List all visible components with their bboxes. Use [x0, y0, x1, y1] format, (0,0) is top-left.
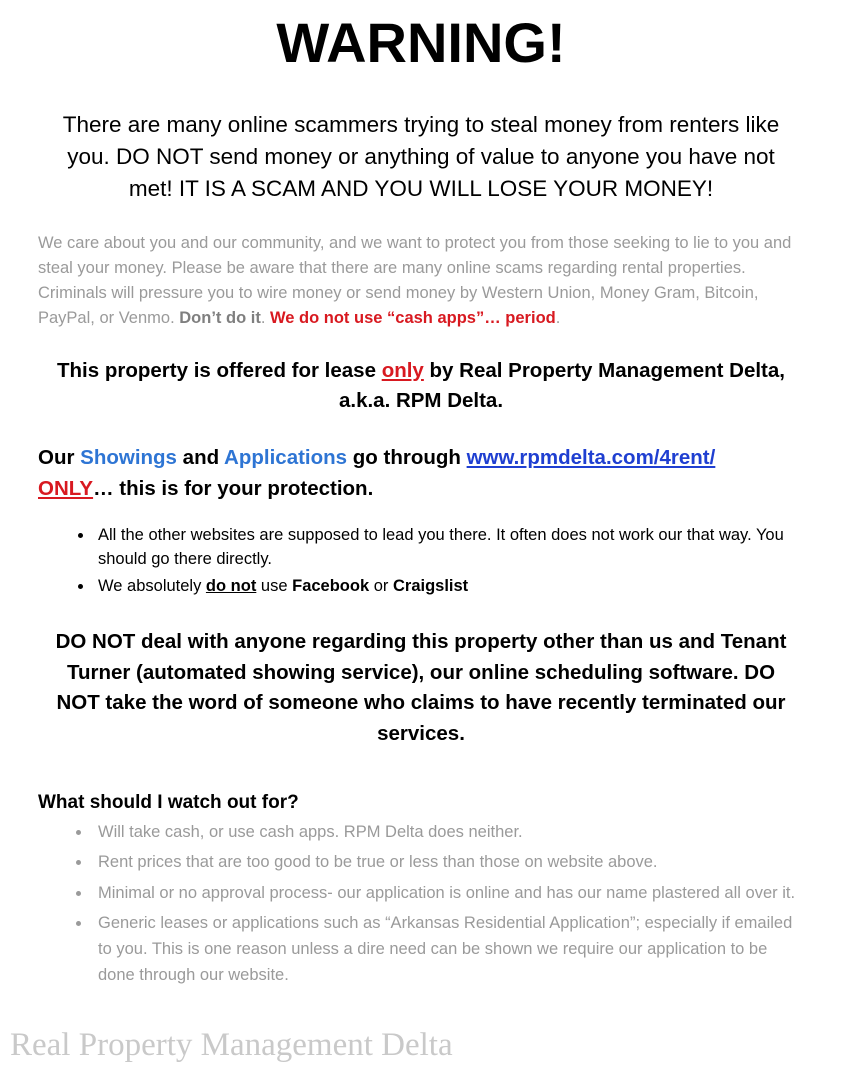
list-item — [94, 574, 804, 599]
lease-statement-only: only — [381, 358, 424, 382]
showings-part3: go through — [347, 446, 467, 470]
disclaimer-paragraph — [38, 231, 804, 332]
website-bullet-2-part1: We absolutely — [98, 577, 206, 596]
website-bullet-2-part2: use — [256, 577, 293, 596]
watch-out-list — [38, 820, 804, 988]
lease-statement-part1: This property is offered for lease — [57, 358, 382, 382]
lead-paragraph: There are many online scammers trying to steal money from renters like you. DO NOT send money or anything of value to anyone you have not met! IT IS A SCAM AND YOU WILL LOSE YOUR MONEY! — [62, 111, 780, 201]
page-title: WARNING! — [276, 11, 566, 74]
showings-part1: Our — [38, 446, 81, 470]
website-bullet-2-part3: or — [369, 577, 393, 596]
showings-statement — [38, 443, 804, 505]
website-bullet-2-facebook: Facebook — [292, 577, 370, 596]
rpmdelta-4rent-link[interactable]: www.rpmdelta.com/4rent/ — [466, 446, 716, 470]
disclaimer-bold: Don’t do it — [179, 309, 261, 328]
disclaimer-text-part1: We care about you and our community, and we want to protect you from those seeking to lie to you and steal your money. Please be aware that there are many online scams regarding rental properties. Criminals will pressure you to wire money or send money by Western Union, Money Gram, Bitcoin, PayPal, or Venmo. — [38, 233, 792, 328]
showings-only-word: ONLY — [38, 476, 94, 500]
disclaimer-text-part3: . — [555, 309, 561, 328]
list-item: • Generic leases or applications such as “Arkansas Residential Application”; especially if emailed to you. This is one reason unless a dire need can be shown we require our application to be done through our website. — [92, 911, 804, 988]
website-bullet-list — [38, 523, 804, 599]
list-item — [94, 523, 804, 573]
lease-statement — [54, 356, 788, 418]
showings-word: Showings — [80, 446, 177, 470]
showings-part2: and — [176, 446, 225, 470]
disclaimer-red-warning: We do not use “cash apps”… period — [269, 309, 556, 328]
watch-out-heading: What should I watch out for? — [38, 791, 299, 813]
watermark: Real Property Management Delta — [10, 1027, 453, 1063]
applications-word: Applications — [224, 446, 348, 470]
list-item: • Will take cash, or use cash apps. RPM Delta does neither. — [92, 820, 804, 846]
do-not-deal-statement: DO NOT deal with anyone regarding this property other than us and Tenant Turner (automated showing service), our online scheduling software. DO NOT take the word of someone who claims to have recently terminated our services. — [55, 629, 787, 746]
website-bullet-2-craigslist: Craigslist — [392, 577, 469, 596]
website-bullet-1-text: All the other websites are supposed to lead you there. It often does not work our that way. You should go there directly. — [98, 525, 784, 569]
lease-statement-part2: by Real Property Management Delta, a.k.a. RPM Delta. — [338, 358, 785, 413]
website-bullet-2-donot: do not — [205, 577, 257, 596]
list-item: • Minimal or no approval process- our application is online and has our name plastered all over it. — [92, 881, 804, 907]
list-item: • Rent prices that are too good to be true or less than those on website above. — [92, 850, 804, 876]
disclaimer-text-part2: . — [260, 309, 270, 328]
showings-part4: … this is for your protection. — [93, 476, 374, 500]
